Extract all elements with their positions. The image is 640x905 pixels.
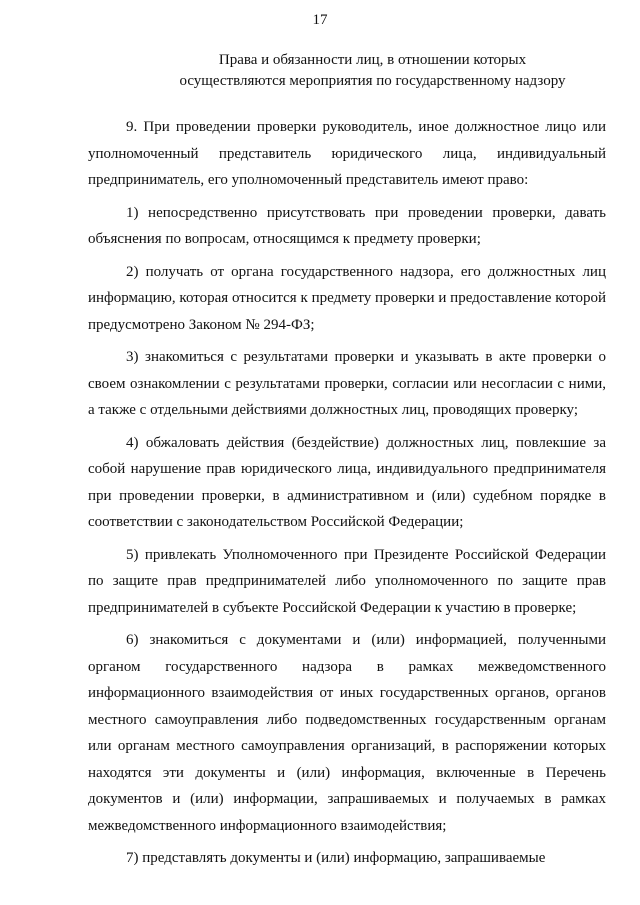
- section-heading-line-1: Права и обязанности лиц, в отношении которых: [218, 52, 527, 68]
- paragraph-item-5: 5) привлекать Уполномоченного при Президенте Российской Федерации по защите прав предпринимателей либо уполномоченного по защите прав предпринимателей в субъекте Российской Федерации к участию в проверке;: [88, 546, 606, 616]
- section-heading: [150, 50, 595, 92]
- paragraph-item-2: 2) получать от органа государственного надзора, его должностных лиц информацию, которая относится к предмету проверки и предоставление которой предусмотрено Законом № 294-ФЗ;: [88, 263, 606, 333]
- paragraph-item-6: 6) знакомиться с документами и (или) информацией, полученными органом государственного надзора в рамках межведомственного информационного взаимодействия от иных государственных органов, органов местного самоуправления либо подведомственных государственным органам или органам местного самоуправления организаций, в распоряжении которых находятся эти документы и (или) информация, включенные в Перечень документов и (или) информации, запрашиваемых и получаемых в рамках межведомственного информационного взаимодействия;: [88, 632, 606, 834]
- paragraph-9-intro: 9. При проведении проверки руководитель, иное должностное лицо или уполномоченный представитель юридического лица, индивидуальный предприниматель, его уполномоченный представитель имеют право:: [88, 119, 606, 188]
- section-heading-line-2: осуществляются мероприятия по государственному надзору: [179, 73, 566, 89]
- document-body: [88, 114, 606, 878]
- paragraph-item-1: 1) непосредственно присутствовать при проведении проверки, давать объяснения по вопросам, относящимся к предмету проверки;: [88, 204, 606, 247]
- paragraph-item-3: 3) знакомиться с результатами проверки и указывать в акте проверки о своем ознакомлении с результатами проверки, согласии или несогласии с ними, а также с отдельными действиями должностных лиц, проводящих проверку;: [88, 349, 606, 418]
- paragraph-item-7: 7) представлять документы и (или) информацию, запрашиваемые: [126, 850, 546, 866]
- paragraph-item-4: 4) обжаловать действия (бездействие) должностных лиц, повлекшие за собой нарушение прав юридического лица, индивидуального предпринимателя при проведении проверки, в административном и (или) судебном порядке в соответствии с законодательством Российской Федерации;: [88, 434, 606, 530]
- page-number: 17: [312, 12, 328, 28]
